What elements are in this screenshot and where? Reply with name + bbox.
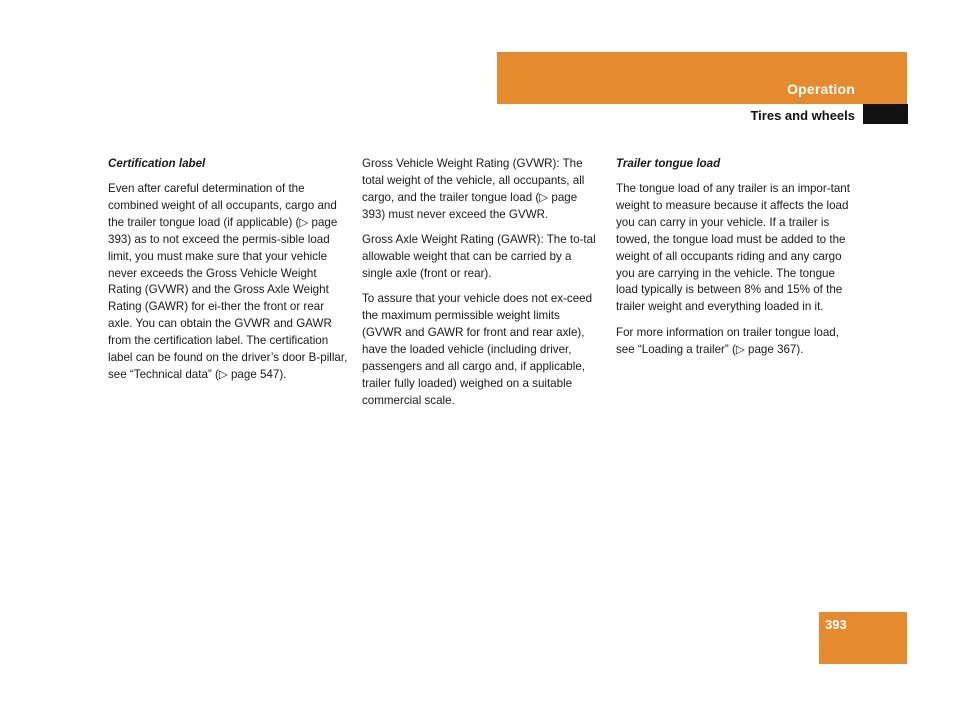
paragraph: Gross Axle Weight Rating (GAWR): The to-tal allowable weight that can be carried by a single axle (front or rear). [362, 233, 596, 280]
heading-trailer-tongue-load: Trailer tongue load [616, 157, 721, 170]
paragraph: The tongue load of any trailer is an impor-tant weight to measure because it affects the load you can carry in your vehicle. If a trailer is towed, the tongue load must be added to the weight of all occupants riding and any cargo you are carrying in the vehicle. The tongue load typically is between 8% and 15% of the trailer weight and everything loaded in it. [616, 182, 850, 314]
paragraph: To assure that your vehicle does not ex-ceed the maximum permissible weight limits (GVWR and GAWR for front and rear axle), have the loaded vehicle (including driver, passengers and all cargo and, if applicable, trailer fully loaded) weighed on a suitable commercial scale. [362, 292, 593, 407]
page-number-box [819, 612, 907, 664]
paragraph: Gross Vehicle Weight Rating (GVWR): The total weight of the vehicle, all occupants, all cargo, and the trailer tongue load (▷ page 393) must never exceed the GVWR. [362, 157, 585, 221]
page-number: 393 [825, 617, 847, 632]
subsection-title: Tires and wheels [750, 108, 855, 123]
paragraph: For more information on trailer tongue load, see “Loading a trailer” (▷ page 367). [616, 325, 839, 356]
section-header-bar [497, 52, 907, 104]
column-trailer-tongue-load [616, 156, 856, 367]
column-weight-ratings [362, 156, 602, 418]
subsection-tab-marker [863, 104, 908, 124]
section-title: Operation [787, 81, 855, 97]
heading-certification-label: Certification label [108, 157, 206, 170]
column-certification-label [108, 156, 348, 392]
paragraph: Even after careful determination of the combined weight of all occupants, cargo and the trailer tongue load (if applicable) (▷ page 393) as to not exceed the permis-sible load limit, you must make sure that your vehicle never exceeds the Gross Vehicle Weight Rating (GVWR) and the Gross Axle Weight Rating (GAWR) for ei-ther the front or rear axle. You can obtain the GVWR and GAWR from the certification label. The certification label can be found on the driver’s door B-pillar, see “Technical data” (▷ page 547). [108, 182, 348, 381]
